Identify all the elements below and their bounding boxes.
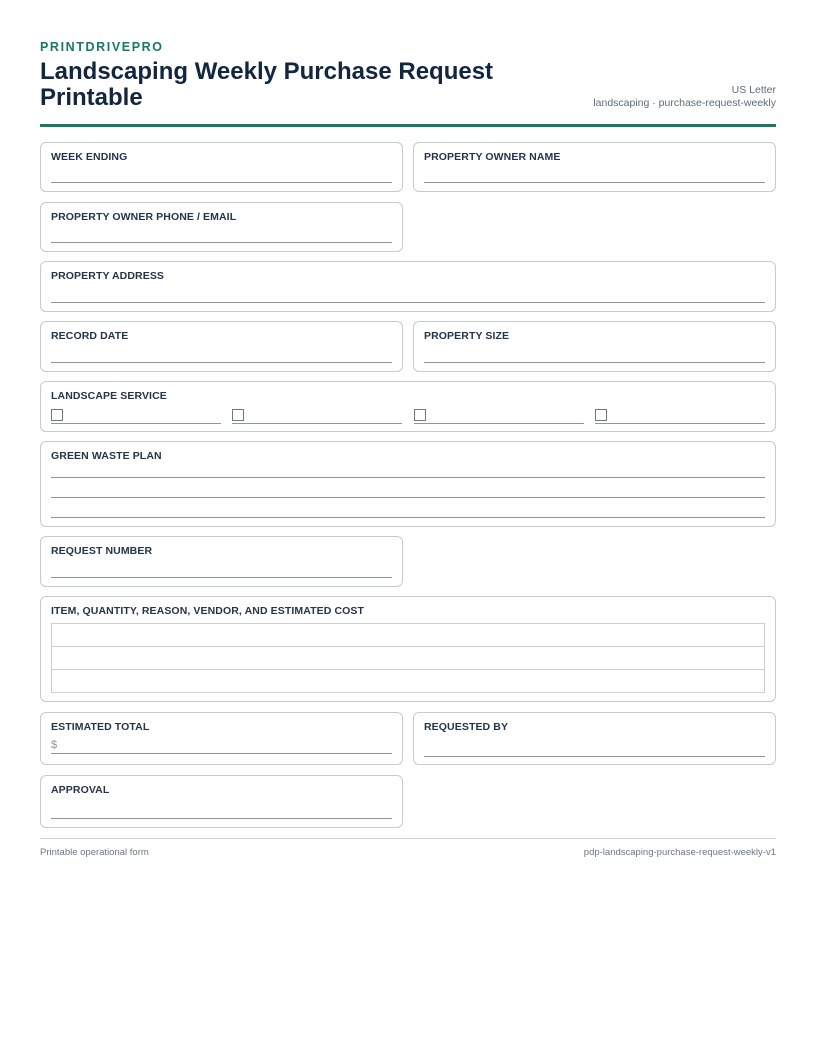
table-row[interactable] xyxy=(52,670,765,693)
requested-by-label: REQUESTED BY xyxy=(424,721,509,733)
approval-label: APPROVAL xyxy=(51,784,110,796)
table-cell[interactable] xyxy=(52,624,765,647)
table-cell[interactable] xyxy=(52,647,765,670)
brand-logo-text: PRINTDRIVEPRO xyxy=(40,40,164,54)
record-date-label: RECORD DATE xyxy=(51,330,129,342)
table-cell[interactable] xyxy=(52,670,765,693)
document-meta xyxy=(593,84,776,110)
footer-form-id: pdp-landscaping-purchase-request-weekly-v1 xyxy=(583,847,776,858)
approval-field[interactable] xyxy=(40,775,403,828)
page-footer xyxy=(40,838,776,858)
property-owner-name-input-line[interactable] xyxy=(424,182,765,183)
landscape-service-field xyxy=(40,381,776,432)
green-waste-plan-label: GREEN WASTE PLAN xyxy=(51,450,162,462)
form-page xyxy=(40,40,776,858)
green-waste-plan-line-3[interactable] xyxy=(51,517,765,518)
request-number-field[interactable] xyxy=(40,536,403,587)
request-number-input-line[interactable] xyxy=(51,577,392,578)
record-date-field[interactable] xyxy=(40,321,403,372)
property-address-input-line[interactable] xyxy=(51,302,765,303)
property-owner-phone-email-field[interactable] xyxy=(40,202,403,252)
requested-by-input-line[interactable] xyxy=(424,756,765,757)
checkbox-icon[interactable] xyxy=(595,409,607,421)
green-waste-plan-line-2[interactable] xyxy=(51,497,765,498)
property-owner-name-label: PROPERTY OWNER NAME xyxy=(424,151,561,163)
paper-size: US Letter xyxy=(731,84,776,96)
footer-description: Printable operational form xyxy=(40,847,149,858)
items-table-label: ITEM, QUANTITY, REASON, VENDOR, AND ESTIMATED COST xyxy=(51,605,365,617)
property-owner-phone-email-input-line[interactable] xyxy=(51,242,392,243)
week-ending-input-line[interactable] xyxy=(51,182,392,183)
estimated-total-input-line[interactable] xyxy=(51,753,392,754)
property-owner-name-field[interactable] xyxy=(413,142,776,192)
document-tags: landscaping · purchase-request-weekly xyxy=(593,97,776,109)
page-title: Landscaping Weekly Purchase Request Printable xyxy=(40,58,494,111)
green-waste-plan-line-1[interactable] xyxy=(51,477,765,478)
approval-input-line[interactable] xyxy=(51,818,392,819)
estimated-total-label: ESTIMATED TOTAL xyxy=(51,721,150,733)
checkbox-icon[interactable] xyxy=(414,409,426,421)
property-address-label: PROPERTY ADDRESS xyxy=(51,270,165,282)
record-date-input-line[interactable] xyxy=(51,362,392,363)
week-ending-label: WEEK ENDING xyxy=(51,151,128,163)
currency-prefix: $ xyxy=(51,739,58,751)
property-size-label: PROPERTY SIZE xyxy=(424,330,510,342)
property-owner-phone-email-label: PROPERTY OWNER PHONE / EMAIL xyxy=(51,211,237,223)
property-address-field[interactable] xyxy=(40,261,776,312)
week-ending-field[interactable] xyxy=(40,142,403,192)
landscape-service-option-2[interactable] xyxy=(232,408,402,424)
property-size-field[interactable] xyxy=(413,321,776,372)
property-size-input-line[interactable] xyxy=(424,362,765,363)
landscape-service-option-4[interactable] xyxy=(595,408,765,424)
table-row[interactable] xyxy=(52,624,765,647)
checkbox-icon[interactable] xyxy=(232,409,244,421)
green-waste-plan-field[interactable] xyxy=(40,441,776,527)
items-table[interactable] xyxy=(51,623,765,693)
landscape-service-label: LANDSCAPE SERVICE xyxy=(51,390,167,402)
landscape-service-option-1[interactable] xyxy=(51,408,221,424)
checkbox-icon[interactable] xyxy=(51,409,63,421)
requested-by-field[interactable] xyxy=(413,712,776,765)
form-header xyxy=(40,40,776,127)
request-number-label: REQUEST NUMBER xyxy=(51,545,153,557)
items-table-field xyxy=(40,596,776,702)
table-row[interactable] xyxy=(52,647,765,670)
estimated-total-field[interactable] xyxy=(40,712,403,765)
landscape-service-option-3[interactable] xyxy=(414,408,584,424)
